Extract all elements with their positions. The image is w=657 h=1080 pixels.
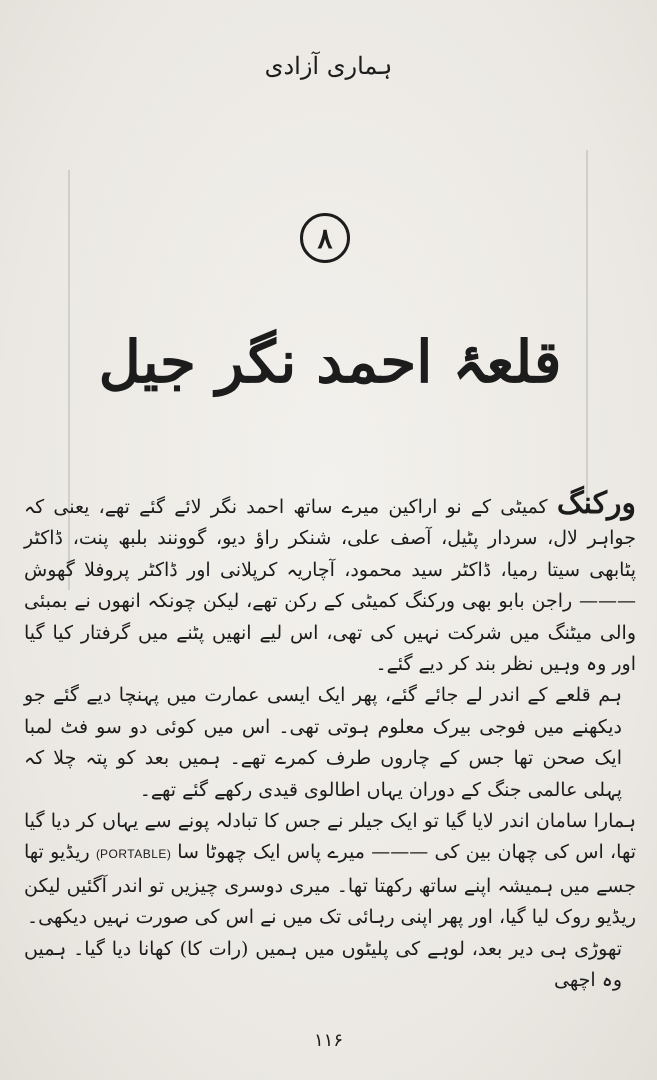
latin-word: (PORTABLE)	[96, 847, 171, 862]
page-number: ۱۱۶	[313, 1030, 343, 1051]
lead-word: ورکنگ	[556, 486, 636, 521]
chapter-number-badge	[300, 213, 350, 263]
paragraph-text: کمیٹی کے نو اراکین میرے ساتھ احمد نگر لائے گئے تھے، یعنی کہ جواہر لال، سردار پٹیل، آصف علی، شنکر راؤ دیو، گوونند بلبھ پنت، ڈاکٹر پٹابھی سیتا رمیا، ڈاکٹر سید محمود، آچاریہ کرپلانی اور ڈاکٹر پروفلا گھوش ——— راجن بابو بھی ورکنگ کمیٹی کے رکن تھے، لیکن چونکہ انھوں نے بمبئی والی میٹنگ میں شرکت نہیں کی تھی، اس لیے انھیں پٹنے میں گرفتار کیا گیا اور وہ وہیں نظر بند کر دیے گئے۔	[24, 496, 636, 676]
body-text	[24, 488, 636, 997]
paragraph	[24, 488, 636, 680]
chapter-number: ۸	[317, 221, 333, 255]
paragraph-text: ریڈیو تھا جسے میں ہمیشہ اپنے ساتھ رکھتا تھا۔ میری دوسری چیزیں تو اندر آگئیں لیکن ریڈیو روک لیا گیا، اور پھر اپنی رہائی تک میں نے اس کی صورت نہیں دیکھی۔	[24, 841, 636, 929]
paragraph: تھوڑی ہی دیر بعد، لوہے کی پلیٹوں میں ہمیں (رات کا) کھانا دیا گیا۔ ہمیں وہ اچھی	[24, 937, 622, 992]
running-header: ہماری آزادی	[264, 52, 393, 80]
chapter-title: قلعۂ احمد نگر جیل	[98, 328, 562, 396]
paragraph	[24, 806, 636, 934]
paragraph: ہم قلعے کے اندر لے جائے گئے، پھر ایک ایسی عمارت میں پہنچا دیے گئے جو دیکھنے میں فوجی بیرک معلوم ہوتی تھی۔ اس میں کوئی دو سو فٹ لمبا ایک صحن تھا جس کے چاروں طرف کمرے تھے۔ ہمیں بعد کو پتہ چلا کہ پہلی عالمی جنگ کے دوران یہاں اطالوی قیدی رکھے گئے تھے۔	[24, 684, 622, 801]
paragraph-text: ہمارا سامان اندر لایا گیا تو ایک جیلر نے جس کا تبادلہ پونے سے یہاں کر دیا گیا تھا، اس کی چھان بین کی ——— میرے پاس ایک چھوٹا سا	[24, 810, 636, 864]
